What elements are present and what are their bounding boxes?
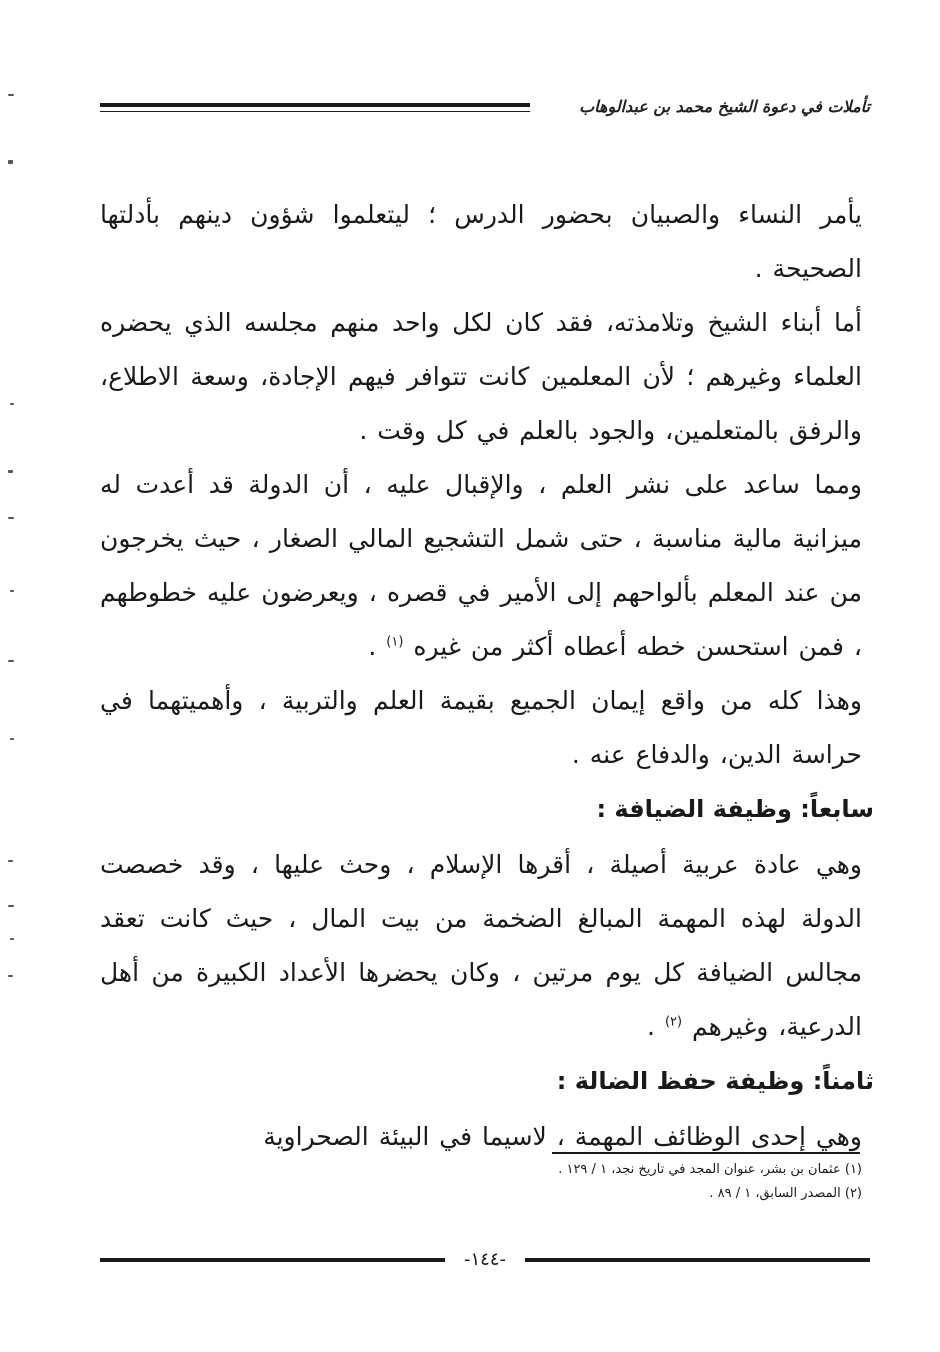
paragraph-end: . — [368, 632, 377, 661]
paragraph-text: وهذا كله من واقع إيمان الجميع بقيمة العلم والتربية ، وأهميتهما في حراسة الدين، والدفاع عنه . — [100, 686, 862, 769]
running-header-title: تأملات في دعوة الشيخ محمد بن عبدالوهاب — [579, 97, 870, 116]
footnote-separator — [552, 1152, 860, 1154]
header-rule-thin — [100, 111, 530, 112]
body-text — [100, 188, 874, 1164]
scan-mark — [8, 517, 14, 519]
paragraph-text: أما أبناء الشيخ وتلامذته، فقد كان لكل واحد منهم مجلسه الذي يحضره العلماء وغيرهم ؛ لأن المعلمين كانت تتوافر فيهم الإجادة، وسعة الاطلاع، والرفق بالمتعلمين، والجود بالعلم في كل وقت . — [100, 308, 862, 445]
paragraph-text: يأمر النساء والصبيان بحضور الدرس ؛ ليتعلموا شؤون دينهم بأدلتها الصحيحة . — [100, 200, 862, 283]
footnote-ref[interactable]: (١) — [386, 634, 404, 650]
scan-mark — [8, 975, 13, 977]
footer-rule — [100, 1258, 445, 1262]
paragraph — [100, 674, 862, 782]
scan-mark — [8, 470, 13, 473]
footnote: (٢) المصدر السابق، ١ / ٨٩ . — [709, 1186, 862, 1201]
section-heading: ثامناً: وظيفة حفظ الضالة : — [556, 1067, 874, 1095]
paragraph — [100, 296, 862, 458]
scan-mark — [8, 160, 13, 164]
page-number: -١٤٤- — [463, 1249, 506, 1270]
scan-mark — [8, 905, 14, 907]
scan-mark — [8, 660, 14, 662]
footnotes — [400, 1158, 862, 1206]
scan-mark — [10, 738, 14, 740]
paragraph — [100, 838, 862, 1054]
paragraph — [100, 1110, 862, 1164]
paragraph-text: وهي إحدى الوظائف المهمة ، لاسيما في البيئة الصحراوية — [263, 1122, 862, 1151]
paragraph-text: ومما ساعد على نشر العلم ، والإقبال عليه ، أن الدولة قد أعدت له ميزانية مالية مناسبة ، حتى شمل التشجيع المالي الصغار ، حيث يخرجون من عند المعلم بألواحهم إلى الأمير في قصره ، ويعرضون عليه خطوطهم ، فمن استحسن خطه أعطاه أكثر من غيره — [100, 470, 862, 661]
scan-mark — [8, 94, 14, 96]
paragraph-text: وهي عادة عربية أصيلة ، أقرها الإسلام ، وحث عليها ، وقد خصصت الدولة لهذه المهمة المبالغ الضخمة من بيت المال ، حيث كانت تعقد مجالس الضيافة كل يوم مرتين ، وكان يحضرها الأعداد الكبيرة من أهل الدرعية، وغيرهم — [100, 850, 862, 1041]
footnote: (١) عثمان بن بشر، عنوان المجد في تاريخ نجد، ١ / ١٢٩ . — [558, 1162, 862, 1177]
scan-mark — [10, 938, 14, 940]
scan-mark — [10, 403, 14, 405]
scan-mark — [8, 860, 13, 862]
page-footer — [100, 1245, 870, 1275]
paragraph-end: . — [647, 1012, 655, 1041]
footer-rule — [525, 1258, 870, 1262]
header-rule-thick — [100, 103, 530, 107]
scan-mark — [10, 590, 14, 592]
paragraph — [100, 458, 862, 674]
section-heading: سابعاً: وظيفة الضيافة : — [596, 795, 874, 823]
paragraph — [100, 188, 862, 296]
running-header — [100, 94, 870, 124]
footnote-ref[interactable]: (٢) — [664, 1014, 683, 1030]
